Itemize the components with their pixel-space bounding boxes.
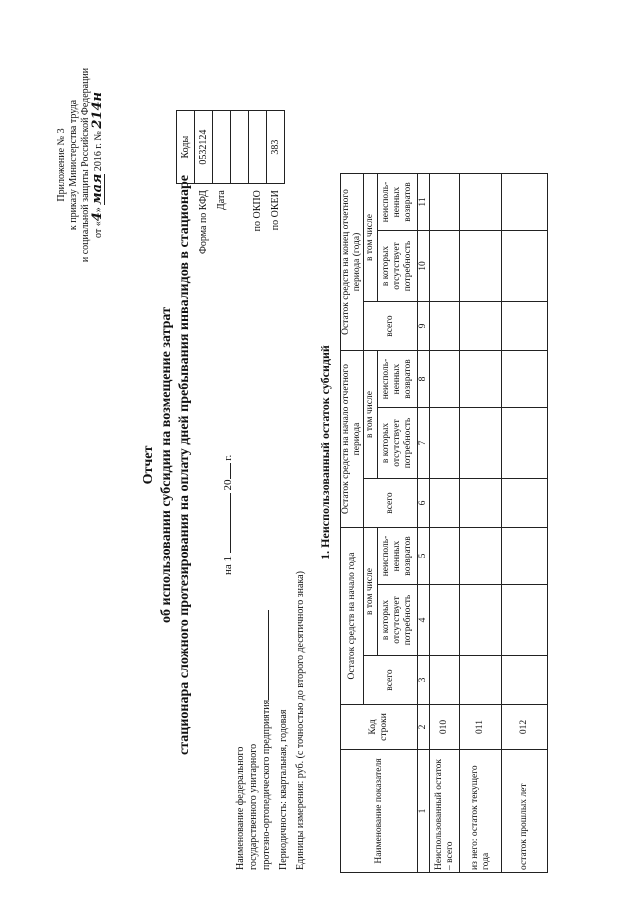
handwritten-month: мая <box>90 173 105 205</box>
code-okpo <box>249 111 267 184</box>
code-kfd: 0532124 <box>195 111 213 184</box>
appendix-line-1: Приложение № 3 <box>56 128 67 202</box>
code-blank <box>231 111 249 184</box>
report-period: на 1 20 г. <box>222 454 234 575</box>
appendix-line-2: к приказу Министерства труда <box>68 99 79 231</box>
appendix-line-3: и социальной защиты Российской Федерации <box>80 67 91 263</box>
code-okei: 383 <box>267 111 285 184</box>
organization-name-field: протезно-ортопедического предприятия <box>260 570 273 870</box>
row-name: из него: остаток текущего года <box>460 750 502 873</box>
report-subtitle-2: стационара сложного протезирования на оплату дней пребывания инвалидов в стационаре <box>177 175 192 755</box>
column-number-row: 1 2 3 4 5 6 7 8 9 10 11 <box>418 174 430 873</box>
code-date <box>213 111 231 184</box>
row-code: 010 <box>430 705 460 750</box>
table-row <box>502 174 548 873</box>
handwritten-number: 214н <box>90 91 105 129</box>
row-name: Неиспользованный остаток – всего <box>430 750 460 873</box>
report-title: Отчет <box>141 445 156 485</box>
codes-header: Коды <box>177 111 195 184</box>
appendix-note <box>56 35 105 295</box>
header-indicator: Наименование показателя <box>341 750 418 873</box>
section-heading: 1. Неиспользованный остаток субсидий <box>318 345 332 560</box>
header-code: Код строки <box>341 705 418 750</box>
header-end-period: Остаток средств на конец отчетного периода (года) <box>341 174 364 351</box>
report-subtitle-1: об использовании субсидии на возмещение затрат <box>159 307 174 623</box>
table-row <box>460 174 502 873</box>
organization-info: Наименование федерального государственного унитарного протезно-ортопедического предприятия Периодичность: квартальная, годовая Единицы измерения: руб. (с точностью до второго десятичного знака) <box>235 571 306 870</box>
unused-subsidy-table: Наименование показателя Код строки Остаток средств на начало года Остаток средств на начало отчетного периода Остаток средств на конец отчетного периода (года) всего в том числе всего в том числе всего в том числе в которых отсутствует потребность неисполь- ненных возвратов в которых отсутствует потребность неисполь- ненных возвратов в которых отсутствует потребность неисполь- ненных возвратов 1 2 3 4 5 6 7 8 9 10 11 Неиспользованный остаток – всего 010 из него: остаток текущего года 011 остаток прошлых лет 012 <box>340 173 548 873</box>
handwritten-day: 4 <box>90 212 105 222</box>
appendix-date: от «4» мая 2016 г. № 214н <box>90 91 105 239</box>
table-row <box>430 174 460 873</box>
row-name: остаток прошлых лет <box>502 750 548 873</box>
codes-block: Коды Форма по КФД 0532124 Дата по ОКПО по ОКЕИ 383 <box>176 110 285 255</box>
header-start-year: Остаток средств на начало года <box>341 528 364 705</box>
row-code: 011 <box>460 705 502 750</box>
header-start-period: Остаток средств на начало отчетного периода <box>341 351 364 528</box>
row-code: 012 <box>502 705 548 750</box>
